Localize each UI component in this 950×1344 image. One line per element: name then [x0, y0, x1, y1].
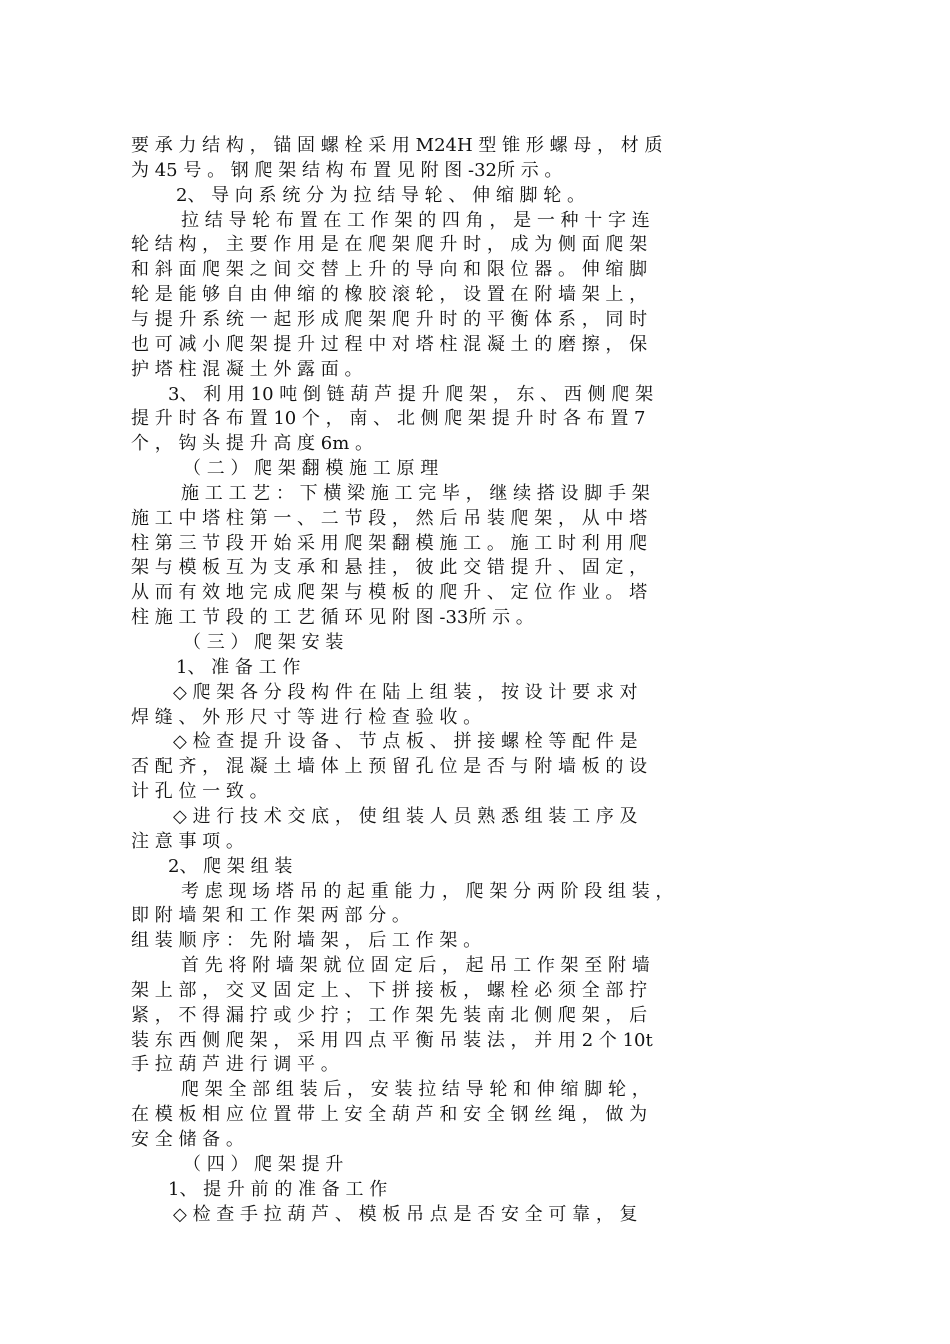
text-line: 提 升 时 各 布 置 10 个 ， 南 、 北 侧 爬 架 提 升 时 各 布 置 7 [131, 408, 646, 429]
text-line: 与 提 升 系 统 一 起 形 成 爬 架 爬 升 时 的 平 衡 体 系 ， 同 时 [131, 309, 648, 330]
text-line: 架 与 模 板 互 为 支 承 和 悬 挂 ， 彼 此 交 错 提 升 、 固 定 ， [131, 557, 648, 578]
text-line: 要 承 力 结 构 ， 锚 固 螺 栓 采 用 M24H 型 锥 形 螺 母 ， 材 质 [131, 135, 663, 156]
section-heading: （ 三 ） 爬 架 安 装 [183, 632, 344, 653]
subsection-heading: 1、 准 备 工 作 [176, 657, 301, 678]
text-line: 注 意 事 项 。 [131, 831, 244, 852]
text-line: 首 先 将 附 墙 架 就 位 固 定 后 ， 起 吊 工 作 架 至 附 墙 [181, 955, 650, 976]
text-line: 柱 第 三 节 段 开 始 采 用 爬 架 翻 模 施 工 。 施 工 时 利 用 爬 [131, 533, 648, 554]
text-line: 计 孔 位 一 致 。 [131, 781, 268, 802]
text-line: 紧 ， 不 得 漏 拧 或 少 拧 ； 工 作 架 先 装 南 北 侧 爬 架 ， 后 [131, 1005, 648, 1026]
text-line: 考 虑 现 场 塔 吊 的 起 重 能 力 ， 爬 架 分 两 阶 段 组 装 ， [181, 881, 674, 902]
bullet-line: ◇ 爬 架 各 分 段 构 件 在 陆 上 组 装 ， 按 设 计 要 求 对 [173, 682, 638, 703]
text-line: 轮 结 构 ， 主 要 作 用 是 在 爬 架 爬 升 时 ， 成 为 侧 面 爬 架 [131, 234, 648, 255]
bullet-line: ◇ 检 查 手 拉 葫 芦 、 模 板 吊 点 是 否 安 全 可 靠 ， 复 [173, 1204, 638, 1225]
section-heading: （ 二 ） 爬 架 翻 模 施 工 原 理 [183, 458, 439, 479]
text-line: 护 塔 柱 混 凝 土 外 露 面 。 [131, 359, 363, 380]
text-line: 安 全 储 备 。 [131, 1129, 244, 1150]
text-line: 施 工 工 艺 ： 下 横 梁 施 工 完 毕 ， 继 续 搭 设 脚 手 架 [181, 483, 650, 504]
text-line: 也 可 减 小 爬 架 提 升 过 程 中 对 塔 柱 混 凝 土 的 磨 擦 ， 保 [131, 334, 648, 355]
text-line: 和 斜 面 爬 架 之 间 交 替 上 升 的 导 向 和 限 位 器 。 伸 缩 脚 [131, 259, 648, 280]
text-line: 组 装 顺 序 ： 先 附 墙 架 ， 后 工 作 架 。 [131, 930, 482, 951]
text-line: 焊 缝 、 外 形 尺 寸 等 进 行 检 查 验 收 。 [131, 707, 482, 728]
text-line: 从 而 有 效 地 完 成 爬 架 与 模 板 的 爬 升 、 定 位 作 业 。 塔 [131, 582, 648, 603]
text-line: 否 配 齐 ， 混 凝 土 墙 体 上 预 留 孔 位 是 否 与 附 墙 板 的 设 [131, 756, 648, 777]
text-line: 个 ， 钩 头 提 升 高 度 6m 。 [131, 433, 374, 454]
text-line: 装 东 西 侧 爬 架 ， 采 用 四 点 平 衡 吊 装 法 ， 并 用 2 个 10t [131, 1030, 653, 1051]
text-line: 3、 利 用 10 吨 倒 链 葫 芦 提 升 爬 架 ， 东 、 西 侧 爬 架 [168, 384, 654, 405]
section-heading: （ 四 ） 爬 架 提 升 [183, 1154, 344, 1175]
text-line: 拉 结 导 轮 布 置 在 工 作 架 的 四 角 ， 是 一 种 十 字 连 [181, 210, 650, 231]
text-line: 爬 架 全 部 组 装 后 ， 安 装 拉 结 导 轮 和 伸 缩 脚 轮 ， [181, 1079, 650, 1100]
text-line: 在 模 板 相 应 位 置 带 上 安 全 葫 芦 和 安 全 钢 丝 绳 ， 做 为 [131, 1104, 648, 1125]
text-line: 轮 是 能 够 自 由 伸 缩 的 橡 胶 滚 轮 ， 设 置 在 附 墙 架 上 ， [131, 284, 648, 305]
text-line: 柱 施 工 节 段 的 工 艺 循 环 见 附 图 -33所 示 。 [131, 607, 534, 628]
bullet-line: ◇ 进 行 技 术 交 底 ， 使 组 装 人 员 熟 悉 组 装 工 序 及 [173, 806, 638, 827]
text-line: 施 工 中 塔 柱 第 一 、 二 节 段 ， 然 后 吊 装 爬 架 ， 从 中 塔 [131, 508, 648, 529]
subsection-heading: 1、 提 升 前 的 准 备 工 作 [168, 1179, 388, 1200]
text-line: 手 拉 葫 芦 进 行 调 平 。 [131, 1054, 339, 1075]
text-line: 架 上 部 ， 交 叉 固 定 上 、 下 拼 接 板 ， 螺 栓 必 须 全 部 拧 [131, 980, 648, 1001]
text-line: 即 附 墙 架 和 工 作 架 两 部 分 。 [131, 905, 410, 926]
text-line: 2、 导 向 系 统 分 为 拉 结 导 轮 、 伸 缩 脚 轮 。 [176, 185, 585, 206]
subsection-heading: 2、 爬 架 组 装 [168, 856, 293, 877]
bullet-line: ◇ 检 查 提 升 设 备 、 节 点 板 、 拼 接 螺 栓 等 配 件 是 [173, 731, 638, 752]
text-line: 为 45 号 。 钢 爬 架 结 构 布 置 见 附 图 -32所 示 。 [131, 160, 563, 181]
